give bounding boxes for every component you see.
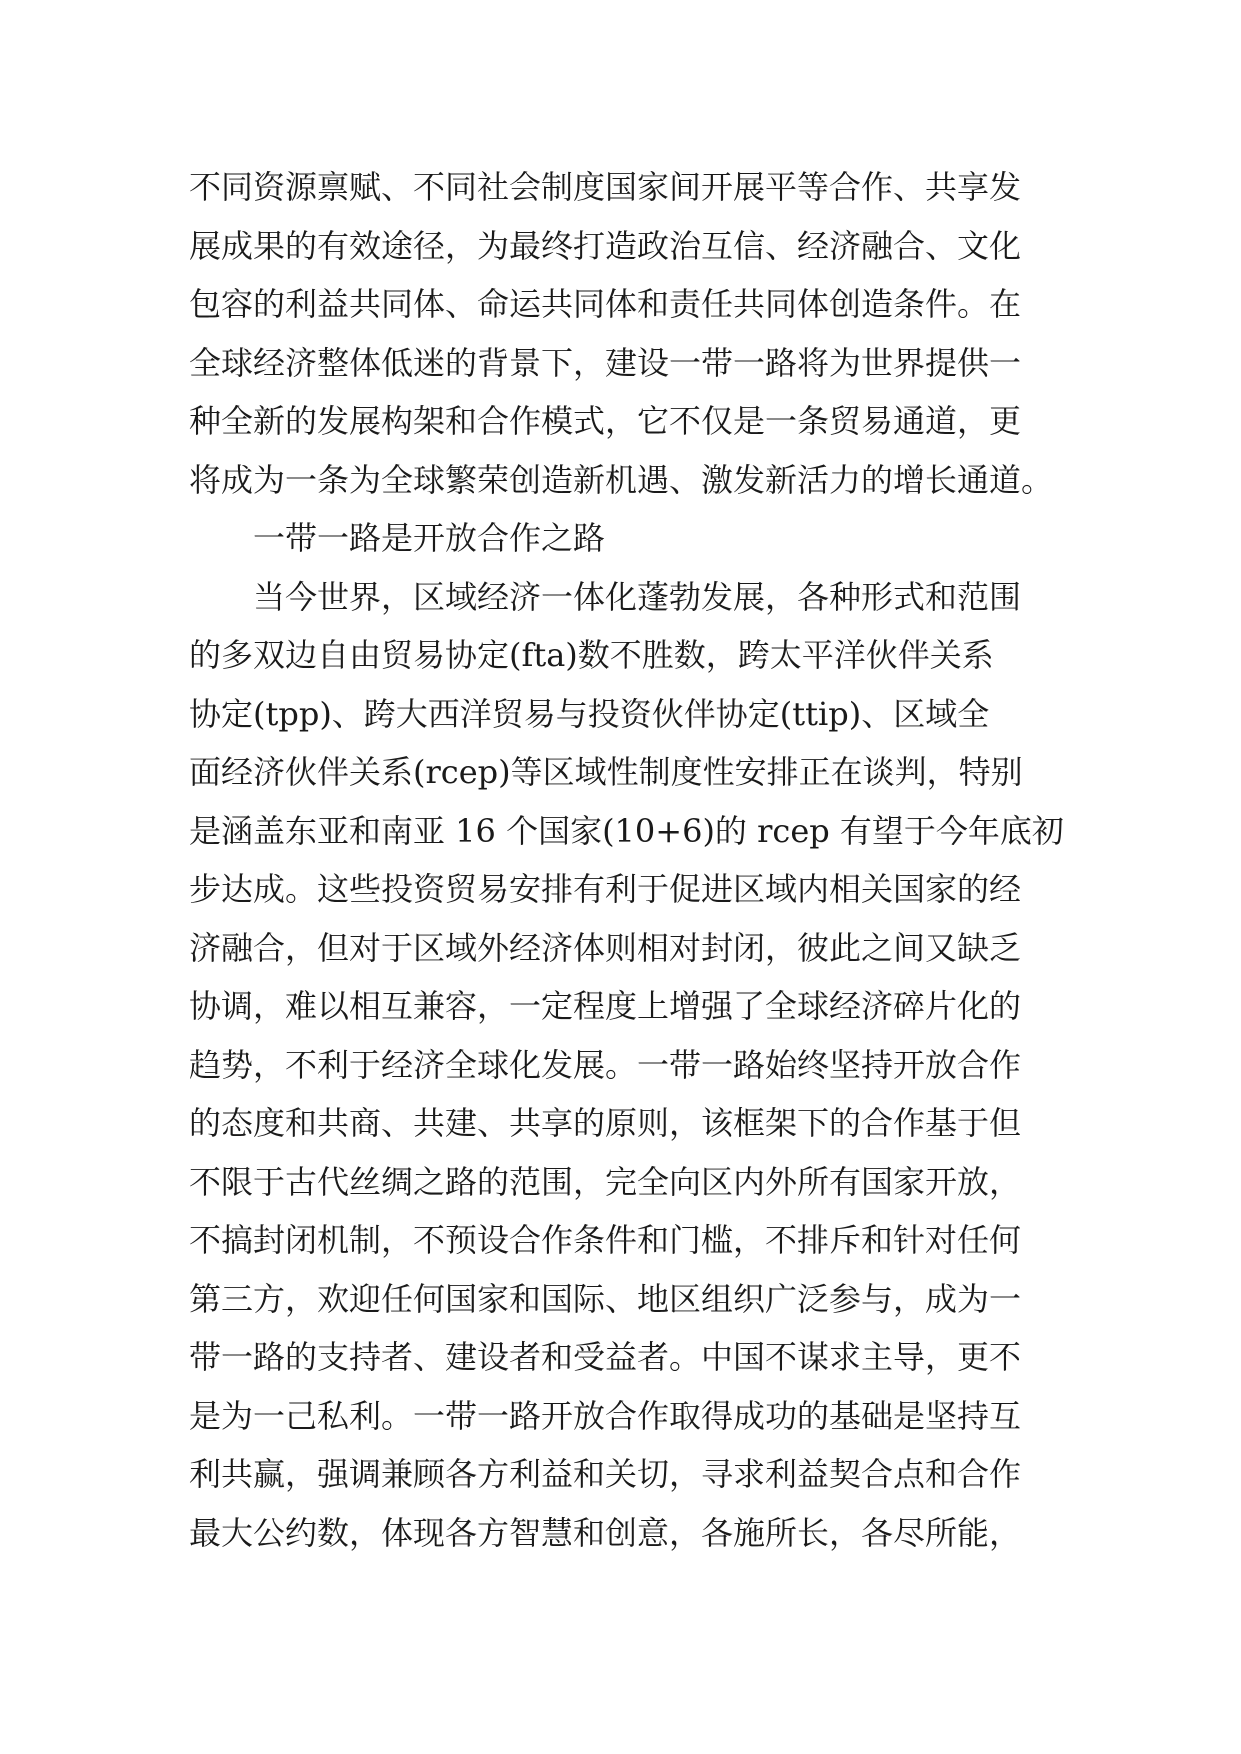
text-line: 展成果的有效途径，为最终打造政治互信、经济融合、文化 [189, 226, 1022, 265]
text-line: 第三方，欢迎任何国家和国际、地区组织广泛参与，成为一 [189, 1279, 1022, 1318]
section-heading: 一带一路是开放合作之路 [253, 519, 606, 557]
text-line: 面经济伙伴关系(rcep)等区域性制度性安排正在谈判，特别 [189, 753, 1023, 791]
text-line: 包容的利益共同体、命运共同体和责任共同体创造条件。在 [189, 285, 1022, 323]
paragraph-first-line: 当今世界，区域经济一体化蓬勃发展，各种形式和范围 [253, 577, 1022, 616]
text-line: 将成为一条为全球繁荣创造新机遇、激发新活力的增长通道。 [189, 460, 1054, 499]
text-line: 带一路的支持者、建设者和受益者。中国不谋求主导，更不 [189, 1338, 1022, 1376]
text-line: 的多双边自由贸易协定(fta)数不胜数，跨太平洋伙伴关系 [189, 636, 994, 674]
text-line: 利共赢，强调兼顾各方利益和关切，寻求利益契合点和合作 [189, 1455, 1022, 1493]
text-line: 不限于古代丝绸之路的范围，完全向区内外所有国家开放， [189, 1162, 1022, 1201]
body-text [189, 158, 1069, 1562]
text-line: 协定(tpp)、跨大西洋贸易与投资伙伴协定(ttip)、区域全 [189, 694, 990, 733]
text-line: 步达成。这些投资贸易安排有利于促进区域内相关国家的经 [189, 870, 1022, 908]
text-line: 是涵盖东亚和南亚 16 个国家(10+6)的 rcep 有望于今年底初 [189, 811, 1064, 850]
text-line: 协调，难以相互兼容，一定程度上增强了全球经济碎片化的 [189, 987, 1022, 1025]
text-line: 是为一己私利。一带一路开放合作取得成功的基础是坚持互 [189, 1396, 1022, 1435]
text-line: 济融合，但对于区域外经济体则相对封闭，彼此之间又缺乏 [189, 928, 1022, 967]
text-line: 最大公约数，体现各方智慧和创意，各施所长，各尽所能， [189, 1513, 1022, 1552]
text-line: 全球经济整体低迷的背景下，建设一带一路将为世界提供一 [189, 343, 1022, 382]
text-line: 不同资源禀赋、不同社会制度国家间开展平等合作、共享发 [189, 168, 1022, 206]
text-line: 趋势，不利于经济全球化发展。一带一路始终坚持开放合作 [189, 1045, 1022, 1084]
text-line: 的态度和共商、共建、共享的原则，该框架下的合作基于但 [189, 1104, 1022, 1142]
text-line: 种全新的发展构架和合作模式，它不仅是一条贸易通道，更 [189, 402, 1022, 440]
text-line: 不搞封闭机制，不预设合作条件和门槛，不排斥和针对任何 [189, 1221, 1022, 1259]
